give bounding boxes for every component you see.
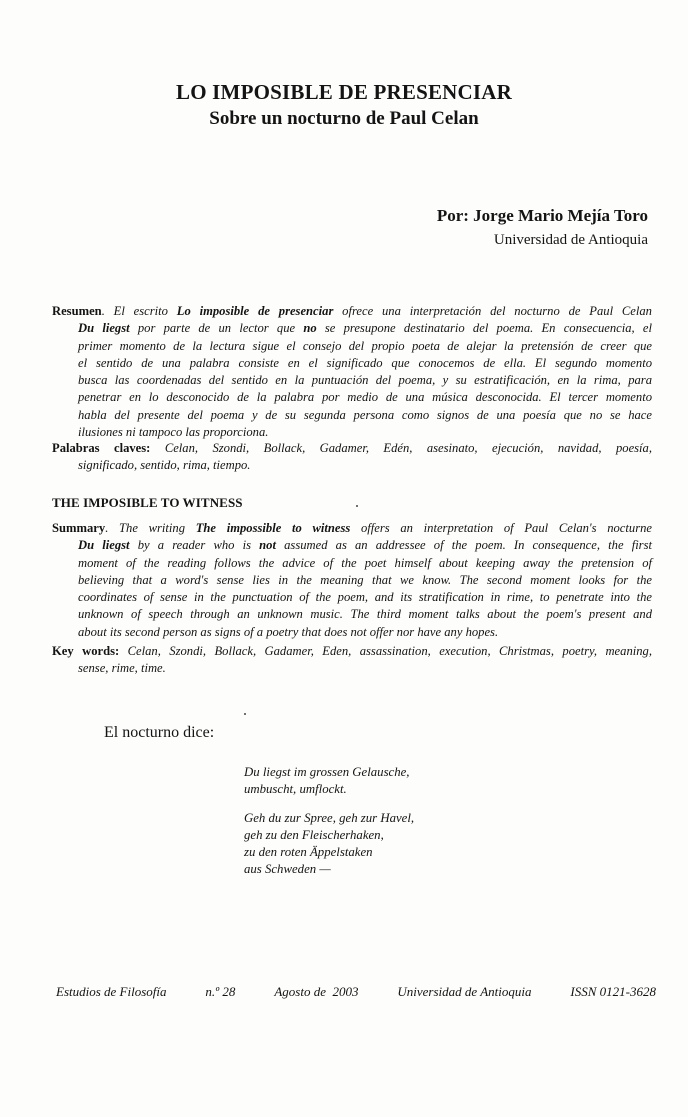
author-line: Por: Jorge Mario Mejía Toro (436, 206, 648, 225)
keywords-spanish-label: Palabras claves: (52, 441, 151, 455)
poem-line: zu den roten Äppelstaken (244, 845, 373, 859)
footer-issn: ISSN 0121-3628 (570, 984, 656, 999)
footer-date: Agosto de 2003 (274, 984, 359, 999)
abstract-line: Resumen. El escrito Lo imposible de presenciar ofrece una interpretación del nocturno de Paul Celan (52, 304, 652, 318)
scan-speck (244, 713, 246, 715)
paper-title: LO IMPOSIBLE DE PRESENCIAR (175, 80, 512, 104)
summary-label: Summary (52, 521, 106, 535)
english-title: THE IMPOSIBLE TO WITNESS (52, 495, 243, 510)
poem-stanza-2 (244, 810, 414, 878)
abstract-line: Du liegst por parte de un lector que no se presupone destinatario del poema. En consecuencia, el (78, 321, 653, 336)
poem-line: geh zu den Fleischerhaken, (244, 828, 384, 842)
summary-line: coordinates of sense in the punctuation of the poem, and its stratification in rime, to penetrate into the (78, 590, 652, 605)
summary-line: Du liegst by a reader who is not assumed as an addressee of the poem. In consequence, the first (78, 538, 652, 553)
keywords-english: Key words: Celan, Szondi, Bollack, Gadamer, Eden, assassination, execution, Christmas, poetry, meaning, sense, rime, time. (52, 644, 652, 676)
poem-line: Du liegst im grossen Gelausche, (244, 765, 410, 779)
abstract-spanish (52, 303, 652, 441)
summary-line: believing that a word's sense lies in the meaning that we know. The second moment looks for the (78, 572, 652, 587)
abstract-line: habla del presente del poema y de su segunda persona como signos de una poesía que no se hace (78, 407, 652, 422)
footer-journal: Estudios de Filosofía (56, 984, 167, 999)
abstract-line: el sentido de una palabra consiste en el significado que conocemos de ella. El segundo momento (78, 355, 652, 370)
page-footer (56, 984, 656, 1000)
poem-stanza-1 (244, 764, 410, 798)
abstract-line: penetrar en lo desconocido de la palabra por medio de una música desconocida. El tercer momento (78, 390, 652, 405)
poem-line: umbuscht, umflockt. (244, 782, 347, 796)
keywords-english-label: Key words: (52, 644, 120, 658)
summary-line: moment of the reading follows the advice of the poet himself about keeping away the pretension of (78, 555, 652, 570)
abstract-label: Resumen (52, 304, 102, 318)
abstract-english (52, 520, 652, 641)
author-affiliation: Universidad de Antioquia (493, 232, 648, 248)
paper-subtitle: Sobre un nocturno de Paul Celan (209, 108, 479, 129)
abstract-line: ilusiones ni tampoco las proporciona. (78, 425, 269, 440)
footer-university: Universidad de Antioquia (397, 984, 532, 999)
summary-line: Summary. The writing The impossible to witness offers an interpretation of Paul Celan's nocturne (52, 521, 652, 535)
footer-issue-number: n.º 28 (205, 984, 236, 999)
poem-intro: El nocturno dice: (104, 724, 215, 741)
summary-line: about its second person as signs of a poetry that does not offer nor have any hopes. (78, 624, 499, 639)
summary-line: unknown of speech through an unknown music. The third moment talks about the poem's present and (78, 607, 652, 622)
scan-speck (356, 505, 358, 507)
poem-line: aus Schweden — (244, 862, 331, 876)
abstract-line: primer momento de la lectura sigue el consejo del propio poeta de alejar la pretensión de creer que (78, 338, 652, 353)
poem-line: Geh du zur Spree, geh zur Havel, (244, 811, 415, 825)
keywords-spanish: Palabras claves: Celan, Szondi, Bollack, Gadamer, Edén, asesinato, ejecución, navidad, poesía, significado, sentido, rima, tiempo. (52, 441, 652, 473)
abstract-line: busca las coordenadas del sentido en la puntuación del poema, y su estratificación, en la rima, para (78, 373, 652, 388)
